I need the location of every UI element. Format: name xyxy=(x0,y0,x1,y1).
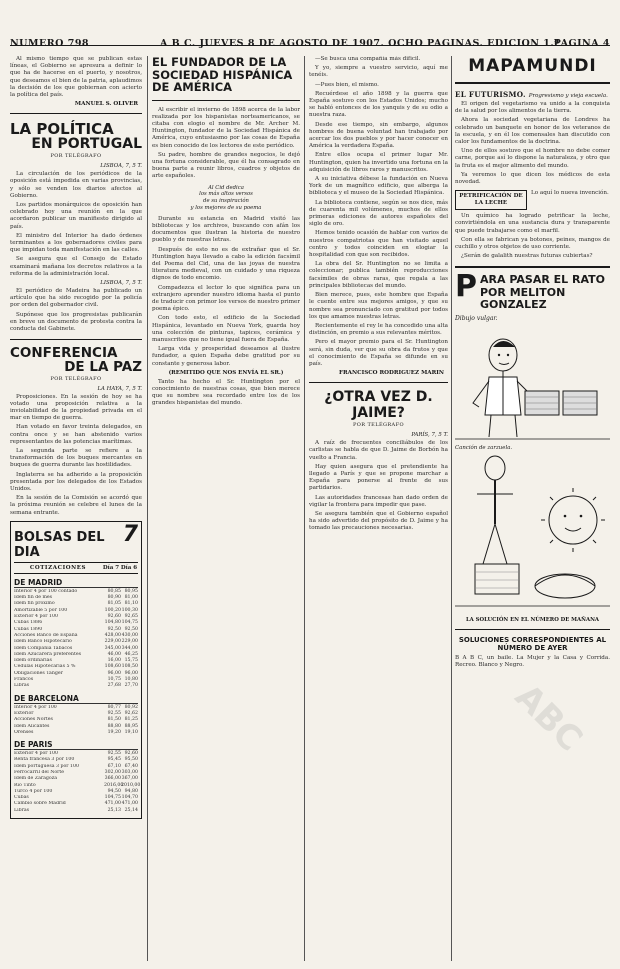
bolsas-sections xyxy=(14,577,141,814)
bolsas-title-text: BOLSAS DEL DIA xyxy=(14,529,105,560)
paragraph: La circulación de los periódicos de la oposición está impedida en varias provincias, y sólo se venden los diarios afectos al Gobierno. xyxy=(10,171,142,199)
quote-name: Renta francesa 3 por 100 xyxy=(14,757,75,763)
quote-value-today: 46,00 xyxy=(107,651,121,657)
quote-value-today: 81,50 xyxy=(107,717,121,723)
politica-dateline-2: LISBOA, 7, 5 T. xyxy=(100,280,142,287)
quote-name: Cambio sobre Madrid xyxy=(14,801,66,807)
quote-name: Idem de Zaragoza xyxy=(14,776,58,782)
divider xyxy=(455,266,610,268)
drop-letter: P xyxy=(455,269,477,305)
futurismo-body xyxy=(455,101,610,186)
quote-value-prev: 92,62 xyxy=(124,710,138,716)
conferencia-dateline: LA HAYA, 7, 5 T. xyxy=(97,385,142,392)
fundador-title: EL FUNDADOR DE LA SOCIEDAD HISPÁNICA DE AMÉRICA xyxy=(152,56,293,94)
paragraph: La segunda parte se refiere a la transformación de los buques mercantes en buques de guerra durante las hostilidades. xyxy=(10,448,142,469)
paragraph: En la sesión de la Comisión se acordó que la próxima reunión se celebre el lunes de la semana entrante. xyxy=(10,495,142,516)
quote-value-prev: 25,14 xyxy=(124,807,138,813)
paragraph: Después de esto no es de extrañar que el Sr. Huntington haya llevado a cabo la edición facsímil del Poema del Cid, una de las joyas de nuestra literatura medieval, con un cuidado y una riqueza dignos de todo encomio. xyxy=(152,246,300,282)
conferencia-body xyxy=(10,394,142,517)
quote-value-prev: 46,25 xyxy=(124,651,138,657)
column-head-b: Día 6 xyxy=(120,564,138,571)
quote-value-today: 67,10 xyxy=(107,763,121,769)
quote-row xyxy=(14,808,138,814)
jaime-title: ¿OTRA VEZ D. JAIME? xyxy=(324,389,433,422)
quote-value-prev: 229,00 xyxy=(121,639,138,645)
quote-name: Idem Azucarera preferentes xyxy=(14,651,82,657)
quote-value-today: 345,00 xyxy=(104,645,121,651)
paragraph: —Pues bien, el mismo. xyxy=(315,81,379,88)
quote-value-prev: 92,60 xyxy=(124,751,138,757)
paragraph: A raíz de frecuentes conciliábulos de los carlistas se habla de que D. Jaime de Borbón ha vuelto a Francia. xyxy=(309,440,448,461)
quote-value-today: 2016,00 xyxy=(104,782,124,788)
quote-value-prev: 104,75 xyxy=(121,620,138,626)
paragraph: Bien merece, pues, este hombre que España le cuente entre sus mejores amigos, y que su nombre sea pronunciado con gratitud por todos los que amamos nuestras letras. xyxy=(309,292,448,320)
quote-value-prev: 430,00 xyxy=(121,632,138,638)
quote-value-prev: 104,70 xyxy=(121,795,138,801)
quote-value-today: 27,68 xyxy=(107,683,121,689)
divider xyxy=(455,82,610,84)
jaime-body xyxy=(309,440,448,532)
column-3-body xyxy=(309,56,448,368)
quote-value-prev: 81,10 xyxy=(124,601,138,607)
quote-value-today: 302,00 xyxy=(104,770,121,775)
politica-title: LA POLÍTICA xyxy=(10,120,114,139)
intro-signature: MANUEL S. OLIVER xyxy=(74,101,138,108)
quote-row xyxy=(14,730,138,736)
paragraph: Compadezca el lector lo que significa para un extranjero aprender nuestro idioma hasta el punto de traducir con primor los versos de nuestro primer poema épico. xyxy=(152,284,300,313)
remitido-head: (REMITIDO QUE NOS ENVÍA EL SR.) xyxy=(168,369,284,376)
paragraph: Han votado en favor treinta delegados, en contra once y se han abstenido varios representantes de las potencias marítimas. xyxy=(10,424,142,445)
divider xyxy=(10,339,142,340)
politica-body xyxy=(10,171,142,278)
column-1 xyxy=(10,56,142,819)
quote-value-today: 104,75 xyxy=(104,795,121,801)
paragraph: Tanto ha hecho el Sr. Huntington por el conocimiento de nuestras cosas, que bien merece que su nombre sea recordado entre los de los grandes hispanistas del mundo. xyxy=(152,378,300,407)
paragraph: —Se busca una compañía más difícil. xyxy=(315,56,421,62)
quote-name: Acciones Nortes xyxy=(14,717,53,723)
pasar-rato-title-text: ARA PASAR EL RATO POR MELITON GONZALEZ xyxy=(480,273,605,312)
paragraph: Se asegura que el Consejo de Estado examinará mañana los decretos relativos a la reforma de la administración local. xyxy=(10,256,142,277)
paragraph: Ya veremos lo que dicen los médicos de esta novedad. xyxy=(455,171,610,186)
paragraph: Inglaterra se ha adherido a la proposición presentada por los delegados de los Estados Unidos. xyxy=(10,471,142,493)
politica-byline: POR TELÉGRAFO xyxy=(50,153,102,160)
quote-name: Cubas 1890 xyxy=(14,626,43,632)
paragraph: Con todo esto, el edificio de la Sociedad Hispánica, levantado en Nueva York, guarda hoy una colección de pinturas, tapices, cerámica y manuscritos que no tiene igual fuera de España. xyxy=(152,315,300,343)
quote-value-prev: 367,00 xyxy=(121,776,138,782)
quote-name: Idem fin próximo xyxy=(14,601,55,607)
poem-line: los más altos versos xyxy=(199,191,253,198)
quote-name: Exterior xyxy=(14,710,34,716)
quote-value-today: 80,85 xyxy=(107,588,121,594)
quote-value-today: 104,80 xyxy=(104,620,121,626)
paragraph: Su padre, hombre de grandes negocios, le dejó una fortuna considerable, que él ha consagrado en buena parte a reunir libros, cuadros y objetos de arte españoles. xyxy=(152,151,300,180)
quote-value-today: 80,77 xyxy=(107,704,121,710)
fundador-body-3 xyxy=(152,379,300,408)
bolsa-section-title: DE BARCELONA xyxy=(14,694,138,704)
paragraph: Al escribir el invierno de 1898 acerca de la labor realizada por los hispanistas norteamericanos, se citaba con elogio el nombre de Mr. Archer M. Huntington, fundador de la Sociedad Hispánica de América, cuyo entusiasmo por las cosas de España es bien conocido de los lectores de este periódico. xyxy=(152,106,300,149)
soluciones-text: B A B C, un baile. La Mujer y la Casa y Corrida. Recreo. Blanco y Negro. xyxy=(455,654,610,669)
column-rule xyxy=(304,56,305,961)
quote-value-today: 81,05 xyxy=(107,601,121,607)
quote-value-prev: 344,00 xyxy=(121,645,138,651)
quote-name: Exterior 4 por 100 xyxy=(14,751,58,757)
paragraph: Con ella se fabrican ya botones, peines, mangos de cuchillo y otros objetos de uso corriente. xyxy=(455,236,610,251)
fundador-body-1 xyxy=(152,107,300,181)
quote-name: Idem portuguesa 3 por 100 xyxy=(14,763,79,769)
quote-name: Idem ordinarias xyxy=(14,658,52,664)
newspaper-page xyxy=(10,8,610,961)
cartoon-man-illustration xyxy=(455,325,610,443)
quote-value-today: 88,80 xyxy=(107,723,121,729)
column-rule xyxy=(147,56,148,961)
quote-value-prev: 108,50 xyxy=(121,664,138,670)
quote-name: Interior 4 por 100 contado xyxy=(14,588,78,594)
paragraph: A su iniciativa débese la fundación en Nueva York de un magnífico edificio, que alberga la biblioteca y el museo de la Sociedad Hispánica. xyxy=(309,176,448,197)
column-rule xyxy=(451,56,452,961)
quote-value-prev: 15,75 xyxy=(124,658,138,664)
cotizaciones-header xyxy=(14,562,138,574)
quote-value-prev: 27,70 xyxy=(124,683,138,689)
paragraph: Durante su estancia en Madrid visitó las bibliotecas y los archivos, buscando con afán los documentos que ilustran la historia de nuestro pueblo y de nuestras letras. xyxy=(152,215,300,244)
bolsa-section-title: DE MADRID xyxy=(14,578,138,588)
quote-value-prev: 471,00 xyxy=(121,801,138,807)
quote-name: Amortizable 5 por 100 xyxy=(14,607,68,613)
paragraph: Hemos tenido ocasión de hablar con varios de nuestros compatriotas que han visitado aquel centro y todos coinciden en elogiar la hospitalidad con que son recibidos. xyxy=(309,230,448,259)
cotizaciones-label: COTIZACIONES xyxy=(29,564,87,571)
paragraph: El ministro del Interior ha dado órdenes terminantes a los gobernadores civiles para que impidan toda manifestación en las calles. xyxy=(10,232,142,254)
intro-article xyxy=(10,56,142,99)
quote-name: Obligaciones Tánger xyxy=(14,670,63,676)
quote-value-prev: 2010,00 xyxy=(121,782,141,788)
quote-row xyxy=(14,683,138,689)
masthead xyxy=(10,8,610,49)
quote-name: Libras xyxy=(14,683,30,689)
column-head-a: Día 7 xyxy=(102,564,120,571)
quote-name: Idem Compañía Tabacos xyxy=(14,645,73,651)
quote-value-today: 100,20 xyxy=(104,607,121,613)
quote-value-prev: 95,50 xyxy=(124,757,138,763)
quote-name: Río Tinto xyxy=(14,782,36,788)
quote-value-today: 80,90 xyxy=(107,595,121,601)
quote-value-today: 229,00 xyxy=(104,639,121,645)
futurismo-subtitle: Progresismo y vieja escuela. xyxy=(528,93,608,99)
quote-value-prev: 67,40 xyxy=(124,763,138,769)
pasar-rato-subtitle: Dibujo vulgar. xyxy=(455,314,498,322)
paragraph: Supónese que los progresistas publicarán en breve un documento de protesta contra la conducta del Gabinete. xyxy=(10,311,142,333)
quote-name: Francos xyxy=(14,677,34,683)
quote-name: Cubas xyxy=(14,795,29,801)
quote-value-prev: 19,10 xyxy=(124,729,138,735)
issue-number: NUMERO 798 xyxy=(10,38,90,49)
poem-line: de su inspiración xyxy=(203,198,249,205)
column-4 xyxy=(455,56,610,669)
bolsa-section-title: DE PARIS xyxy=(14,740,138,750)
quote-value-today: 92,55 xyxy=(107,710,121,716)
bolsas-day: 7 xyxy=(122,521,138,547)
fundador-body-2 xyxy=(152,216,300,368)
quote-value-prev: 92,65 xyxy=(124,614,138,620)
quote-value-today: 94,50 xyxy=(107,788,121,794)
quote-value-prev: 10,80 xyxy=(124,677,138,683)
paragraph: Los partidos monárquicos de oposición han celebrado hoy una reunión en la que acordaron publicar un manifiesto dirigido al país. xyxy=(10,202,142,230)
quote-value-prev: 80,92 xyxy=(124,704,138,710)
mapamundi-title: MAPAMUNDI xyxy=(468,56,597,76)
quote-value-prev: 96,00 xyxy=(124,670,138,676)
column-2 xyxy=(152,56,300,410)
jaime-byline: POR TELÉGRAFO xyxy=(353,422,404,429)
quote-value-today: 366,00 xyxy=(104,776,121,782)
page-number: PAGINA 4 xyxy=(553,38,610,49)
paragraph: El origen del vegetarismo va unido a la conquista de la salud por los alimentos de la tierra. xyxy=(455,101,610,115)
paragraph: Recientemente el rey le ha concedido una alta distinción, en premio a sus relevantes méritos. xyxy=(309,322,448,337)
quote-name: Idem fin de mes xyxy=(14,595,53,601)
abc-watermark: ABC xyxy=(507,676,591,760)
paragraph: Ahora la sociedad vegetariana de Londres ha celebrado un banquete en honor de los veteranos de la escuela, y en él los comensales han discutido con calor los fundamentos de la doctrina. xyxy=(455,117,610,146)
quote-value-today: 25,13 xyxy=(107,807,121,813)
quote-value-today: 10,75 xyxy=(107,677,121,683)
petrificacion-lead: Lo aquí lo nueva invención. xyxy=(531,190,609,197)
paragraph: Las autoridades francesas han dado orden de vigilar la frontera para impedir que pase. xyxy=(309,494,448,508)
quote-value-today: 108,60 xyxy=(104,664,121,670)
poem-line: Al Cid dedica xyxy=(208,184,244,191)
quote-name: Ferrocarril del Norte xyxy=(14,770,65,775)
cartoon-scene-illustration xyxy=(455,454,610,614)
poem-quote xyxy=(152,185,300,212)
quote-value-prev: 92,50 xyxy=(124,626,138,632)
paragraph: La biblioteca contiene, según se nos dice, más de cuarenta mil volúmenes, muchos de ellos primeras ediciones de autores españoles del siglo de oro. xyxy=(309,199,448,228)
paragraph: Recuérdese el año 1898 y la guerra que España sostuvo con los Estados Unidos; mucho se habló entonces de los yanquis y de su odio a nuestra raza. xyxy=(309,90,448,119)
quote-value-today: 92,60 xyxy=(107,614,121,620)
quote-value-today: 19,20 xyxy=(107,729,121,735)
quote-name: Idem Banco Hipotecario xyxy=(14,639,72,645)
divider xyxy=(309,382,448,383)
conferencia-byline: POR TELÉGRAFO xyxy=(50,375,102,382)
quote-value-today: 92,55 xyxy=(107,751,121,757)
paragraph: Se asegura también que el Gobierno español ha sido advertido del propósito de D. Jaime y ha tomado las precauciones necesarias. xyxy=(309,510,448,532)
dateline-header: A B C. JUEVES 8 DE AGOSTO DE 1907. OCHO PAGINAS. EDICION 1.ª xyxy=(160,38,560,49)
caption-cancion: Canción de zarzuela. xyxy=(455,444,513,451)
pasar-rato-title xyxy=(455,269,610,312)
quote-value-today: 92,50 xyxy=(107,626,121,632)
paragraph: Proposiciones. En la sesión de hoy se ha votado una proposición relativa a la inviolabilidad de la propiedad privada en el mar en tiempo de guerra. xyxy=(10,393,142,422)
paragraph: Uno de ellos sostuvo que el hombre no debe comer carne, porque así lo dispone la naturaleza, y otro que la fruta es el mejor alimento del mundo. xyxy=(455,148,610,169)
paragraph: Hay quien asegura que el pretendiente ha llegado a París y que se propone marchar a España para ponerse al frente de sus partidarios. xyxy=(309,463,448,492)
quote-value-today: 16,00 xyxy=(107,658,121,664)
quote-name: Orenses xyxy=(14,729,34,735)
intro-text: Al mismo tiempo que se publican estas líneas, el Gobierno se apresura a definir lo que ha de hacerse en el puerto, y nosotros, que deseamos el bien de la patria, aplaudimos la decisión de los que gobiernan con acierto la política del país. xyxy=(10,56,142,99)
quote-name: Cédulas Hipotecarias 5 % xyxy=(14,664,76,670)
conferencia-subtitle: DE LA PAZ xyxy=(64,359,142,376)
quote-name: Turco 4 por 100 xyxy=(14,788,53,794)
quote-name: Exterior 4 por 100 xyxy=(14,614,58,620)
quote-value-today: 95,45 xyxy=(107,757,121,763)
quote-value-prev: 303,00 xyxy=(121,770,138,775)
quote-value-prev: 88,95 xyxy=(124,723,138,729)
paragraph: El periódico de Madeira ha publicado un artículo que ha sido recogido por la policía por orden del gobernador civil. xyxy=(10,288,142,309)
quote-name: Acciones Banco de España xyxy=(14,632,78,638)
futurismo-head xyxy=(455,90,610,99)
caption-solucion: LA SOLUCIÓN EN EL NÚMERO DE MAÑANA xyxy=(465,616,600,623)
paragraph: La obra del Sr. Huntington no se limita a coleccionar; publica también reproducciones facsímiles de obras raras, que regala a las principales bibliotecas del mundo. xyxy=(309,261,448,289)
petrificacion-head xyxy=(455,190,610,210)
quote-value-prev: 80,95 xyxy=(124,588,138,594)
bolsas-title xyxy=(14,521,138,560)
quote-value-prev: 100,30 xyxy=(121,607,138,613)
paragraph: Un químico ha logrado petrificar la leche, convirtiéndola en una sustancia dura y transparente que puede trabajarse como el marfil. xyxy=(455,213,610,234)
paragraph: Desde ese tiempo, sin embargo, algunos hombres de buena voluntad han trabajado por acercar los dos pueblos y por hacer conocer en América la verdadera España. xyxy=(309,121,448,150)
quote-value-prev: 94,80 xyxy=(124,788,138,794)
quote-name: Libras xyxy=(14,807,30,813)
paragraph: Y yo, siempre a vuestro servicio, aquí me tenéis. xyxy=(309,65,448,79)
politica-body-2 xyxy=(10,288,142,333)
quote-name: Interior 4 por 100 xyxy=(14,704,57,710)
paragraph: Larga vida y prosperidad deseamos al ilustre fundador, a quien España debe gratitud por su constante y generosa labor. xyxy=(152,346,300,367)
paragraph: Pero el mayor premio para el Sr. Huntington será, sin duda, ver que su obra da frutos y que el conocimiento de España se difunde en su país. xyxy=(309,339,448,367)
petrificacion-box: PETRIFICACIÓN DE LA LECHE xyxy=(455,190,527,210)
futurismo-title: EL FUTURISMO. xyxy=(455,90,526,99)
quote-value-today: 96,00 xyxy=(107,670,121,676)
quote-value-prev: 81,00 xyxy=(124,595,138,601)
paragraph: Entre ellos ocupa el primer lugar Mr. Huntington, quien ha invertido una fortuna en la adquisición de libros raros y manuscritos. xyxy=(309,152,448,173)
quote-value-prev: 81,25 xyxy=(124,717,138,723)
quote-value-today: 471,00 xyxy=(104,801,121,807)
politica-dateline: LISBOA, 7, 5 T. xyxy=(100,163,142,170)
conferencia-title: CONFERENCIA xyxy=(10,345,118,362)
politica-subtitle: EN PORTUGAL xyxy=(31,136,142,153)
jaime-dateline: PARÍS, 7, 5 T. xyxy=(411,432,448,439)
petrificacion-body xyxy=(455,213,610,260)
divider xyxy=(152,100,300,101)
article-signature: FRANCISCO RODRIGUEZ MARIN xyxy=(339,370,444,377)
poem-line: y los mejores de su poema xyxy=(190,204,262,211)
soluciones-title: SOLUCIONES CORRESPONDIENTES AL NÚMERO DE AYER xyxy=(458,635,607,653)
paragraph: ¿Serán de galalith nuestras futuras cubiertas? xyxy=(461,253,593,260)
quote-value-today: 428,00 xyxy=(104,632,121,638)
divider xyxy=(10,113,142,114)
divider xyxy=(455,629,610,630)
quote-name: Cubas 1886 xyxy=(14,620,43,626)
bolsas-table xyxy=(10,521,142,819)
quote-name: Idem Alicantes xyxy=(14,723,50,729)
column-3 xyxy=(309,56,448,535)
